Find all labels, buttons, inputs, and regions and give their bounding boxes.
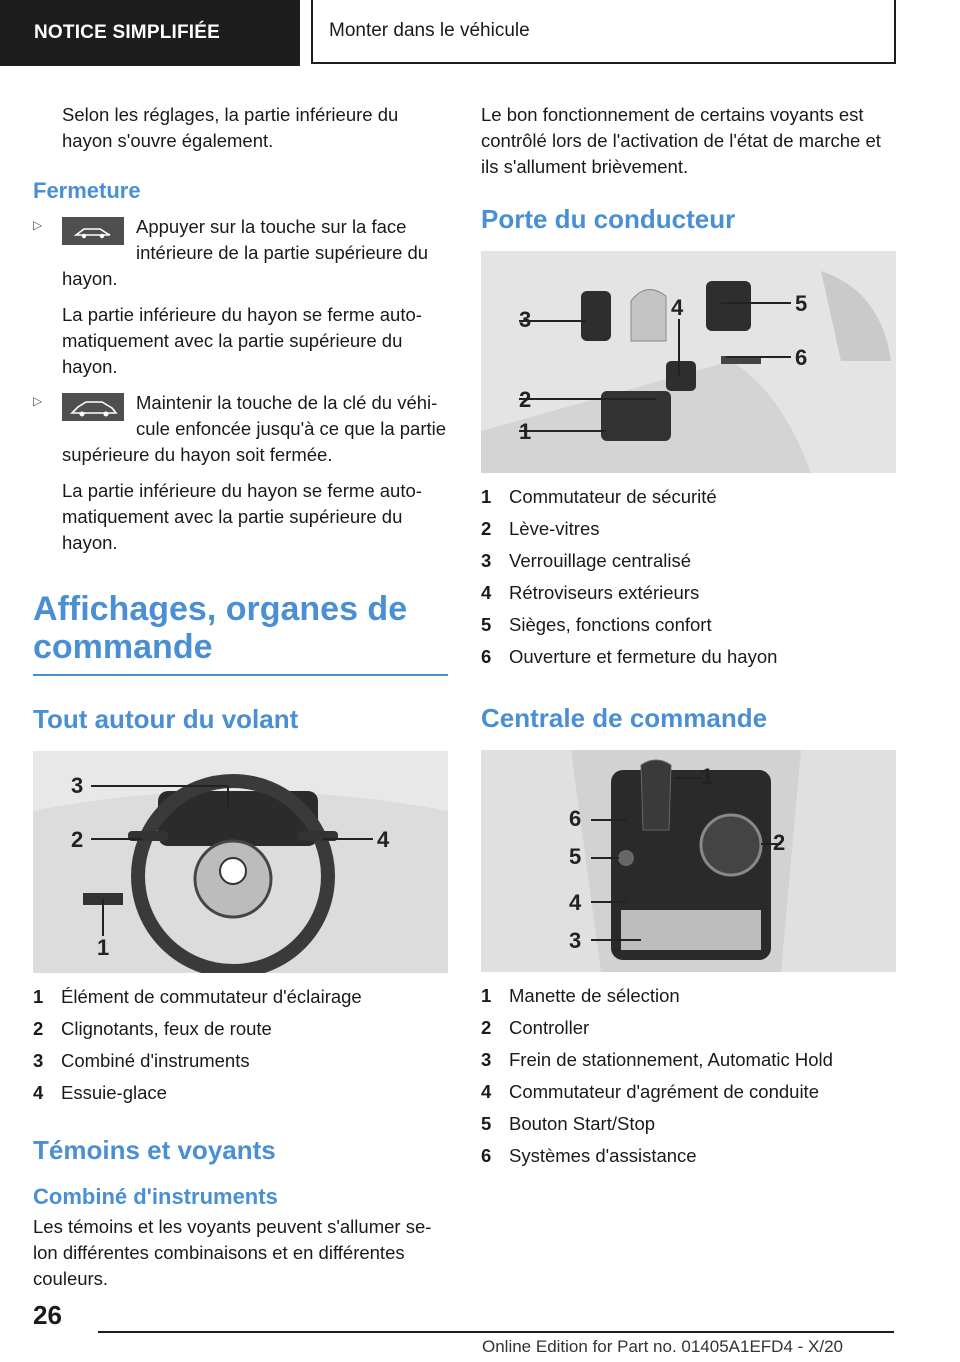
- header-chapter-title: Monter dans le véhicule: [311, 0, 896, 64]
- legend-item: 2 Controller: [481, 1017, 590, 1038]
- legend-item: 1 Élément de commutateur d'éclairage: [33, 986, 362, 1007]
- step-2-result: La partie inférieure du hayon se ferme automatiquement avec la partie supérieure du hayon.: [62, 480, 422, 553]
- step-2-text: Maintenir la touche de la clé du véhicule enfoncée jusqu'à ce que la partie supérieure du hayon soit fermée.: [62, 392, 447, 465]
- left-column: [33, 100, 448, 1292]
- right-intro: Le bon fonctionnement de certains voyants est contrôlé lors de l'activation de l'état de marche et ils s'allument brièvement.: [481, 104, 881, 177]
- legend-item: 6 Ouverture et fermeture du hayon: [481, 646, 778, 667]
- callout-4: 4: [671, 295, 684, 320]
- combine-heading: Combiné d'instruments: [33, 1184, 278, 1209]
- callout-4: 4: [569, 890, 582, 915]
- car-key-tailgate-icon: [62, 393, 124, 421]
- volant-legend: [33, 981, 448, 1109]
- callout-2: 2: [71, 827, 84, 852]
- intro-paragraph: Selon les réglages, la partie inférieure du hayon s'ouvre également.: [62, 104, 399, 151]
- legend-item: 4 Rétroviseurs extérieurs: [481, 582, 700, 603]
- header-section-tag: NOTICE SIMPLIFIÉE: [0, 0, 300, 66]
- callout-3: 3: [71, 773, 84, 798]
- callout-6: 6: [795, 345, 808, 370]
- legend-item: 2 Clignotants, feux de route: [33, 1018, 272, 1039]
- legend-item: 4 Essuie-glace: [33, 1082, 167, 1103]
- footer-rule: [98, 1331, 894, 1333]
- centrale-heading: Centrale de commande: [481, 703, 768, 733]
- right-column: [481, 100, 896, 1172]
- step-triangle-icon: ▷: [33, 218, 43, 232]
- legend-item: 1 Commutateur de sécurité: [481, 486, 717, 507]
- steering-wheel-photo: [33, 751, 448, 973]
- section-rule: [33, 674, 448, 676]
- driver-door-photo: [481, 251, 896, 473]
- porte-heading: Porte du conducteur: [481, 204, 736, 234]
- callout-1: 1: [701, 764, 714, 789]
- callout-1: 1: [519, 419, 532, 444]
- step-1: [33, 214, 448, 380]
- callout-4: 4: [377, 827, 390, 852]
- volant-heading: Tout autour du volant: [33, 704, 299, 734]
- centrale-legend: [481, 980, 896, 1172]
- center-console-photo: [481, 750, 896, 972]
- callout-1: 1: [97, 935, 110, 960]
- legend-item: 4 Commutateur d'agrément de conduite: [481, 1081, 819, 1102]
- tailgate-button-icon: [62, 217, 124, 245]
- temoins-heading: Témoins et voyants: [33, 1135, 276, 1165]
- page-header: [0, 0, 960, 66]
- callout-2: 2: [519, 387, 532, 412]
- legend-item: 3 Frein de stationnement, Automatic Hold: [481, 1049, 833, 1070]
- combine-text: Les témoins et les voyants peuvent s'allumer selon différentes combinaisons et en différentes couleurs.: [33, 1216, 432, 1289]
- legend-item: 2 Lève-vitres: [481, 518, 600, 539]
- porte-legend: [481, 481, 896, 673]
- section-heading: Affichages, organes de commande: [33, 590, 408, 666]
- step-1-text: Appuyer sur la touche sur la face intérieure de la partie supérieure du hayon.: [62, 216, 429, 289]
- legend-item: 5 Sièges, fonctions confort: [481, 614, 712, 635]
- page-number: 26: [33, 1300, 62, 1330]
- callout-5: 5: [795, 291, 808, 316]
- callout-3: 3: [569, 928, 582, 953]
- callout-3: 3: [519, 307, 532, 332]
- fermeture-heading: Fermeture: [33, 178, 141, 203]
- callout-2: 2: [773, 830, 786, 855]
- legend-item: 5 Bouton Start/Stop: [481, 1113, 656, 1134]
- callout-5: 5: [569, 844, 582, 869]
- callout-6: 6: [569, 806, 582, 831]
- legend-item: 3 Combiné d'instruments: [33, 1050, 250, 1071]
- legend-item: 3 Verrouillage centralisé: [481, 550, 692, 571]
- footer-edition: Online Edition for Part no. 01405A1EFD4 - X/20: [482, 1337, 843, 1356]
- step-2: [33, 390, 448, 556]
- step-1-result: La partie inférieure du hayon se ferme automatiquement avec la partie supérieure du hayon.: [62, 304, 422, 377]
- legend-item: 1 Manette de sélection: [481, 985, 680, 1006]
- step-triangle-icon: ▷: [33, 394, 43, 408]
- legend-item: 6 Systèmes d'assistance: [481, 1145, 697, 1166]
